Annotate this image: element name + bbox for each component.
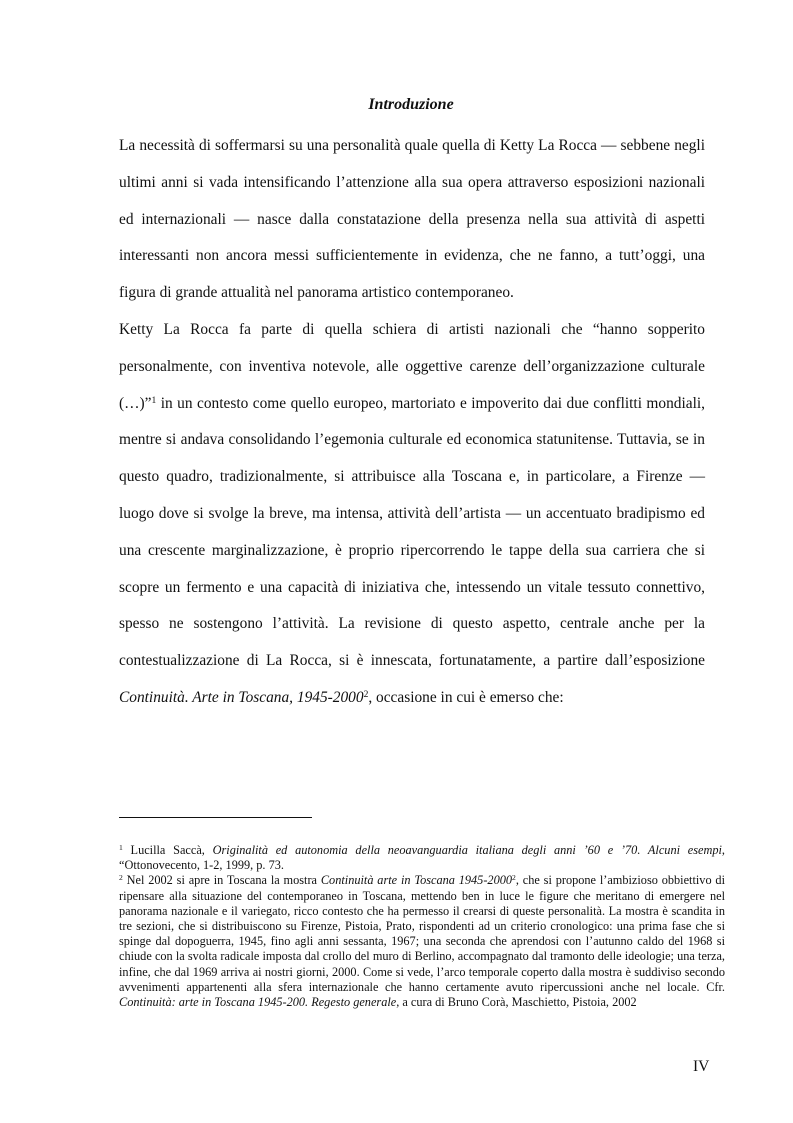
paragraph-context	[119, 312, 705, 717]
footnote-2-ref: 2	[512, 873, 516, 883]
main-text	[119, 128, 705, 717]
footnote-separator	[119, 817, 312, 818]
footnote-1-number: 1	[119, 842, 123, 852]
paragraph-context-part2: in un contesto come quello europeo, martoriato e impoverito dai due conflitti mondiali, mentre si andava consolidando l’egemonia culturale ed economica statunitense. Tuttavia, se in questo quadro, tradizionalmente, si attribuisce alla Toscana e, in particolare, a Firenze — luogo dove si svolge la breve, ma intensa, attività dell’artista — un accentuato bradipismo ed una crescente marginalizzazione, è proprio ripercorrendo le tappe della sua carriera che si scopre un fermento e una capacità di iniziativa che, intessendo un vitale tessuto connettivo, spesso ne sostengono l’attività. La revisione di questo aspetto, centrale anche per la contestualizzazione di La Rocca, si è innescata, fortunatamente, a partire dall’esposizione	[119, 394, 705, 670]
page-number: IV	[693, 1058, 710, 1075]
paragraph-context-part1: Ketty La Rocca fa parte di quella schiera di artisti nazionali che “hanno sopperito personalmente, con inventiva notevole, alle oggettive carenze dell’organizzazione culturale (…)”	[119, 320, 705, 412]
footnotes	[119, 843, 725, 1010]
footnote-1-title: Originalità ed autonomia della neoavanguardia italiana degli anni ’60 e ’70. Alcuni esempi	[212, 843, 722, 857]
footnote-2	[119, 873, 725, 1010]
footnote-1-rest: , “Ottonovecento, 1-2, 1999, p. 73.	[119, 843, 725, 873]
footnote-2-text3: , a cura di Bruno Corà, Maschietto, Pistoia, 2002	[396, 995, 637, 1010]
footnote-2-number: 2	[119, 873, 123, 883]
footnote-2-text2: , che si propone l’ambizioso obbiettivo di ripensare alla situazione del contemporaneo in Toscana, mettendo ben in luce le figure che meritano di emergere nel panorama nazionale e il variegato, ricco contesto che ha permesso il crearsi di queste personalità. La mostra è scandita in tre sezioni, che si distribuiscono su Firenze, Pistoia, Prato, rispondenti ad un criterio cronologico: una prima fase che si spinge dal dopoguerra, 1945, fino agli anni sessanta, 1967; una seconda che aprendosi con l’autunno caldo del 1968 si chiude con la svolta radicale imposta dal crollo del muro di Berlino, accompagnato dal tramonto delle ideologie; una terza, infine, che dal 1969 arriva ai nostri giorni, 2000. Come si vede, l’arco temporale coperto dalla mostra è suddiviso secondo avvenimenti appartenenti alla sfera internazionale che hanno certamente avuto ripercussioni anche nel locale. Cfr.	[119, 873, 725, 994]
footnote-ref-2: 2	[363, 688, 369, 700]
footnote-ref-1: 1	[151, 394, 157, 406]
paragraph-context-part3: , occasione in cui è emerso che:	[368, 688, 564, 706]
footnote-2-title1: Continuità arte in Toscana 1945-2000	[320, 873, 513, 888]
footnote-1	[119, 843, 725, 873]
exhibition-title: Continuità. Arte in Toscana, 1945-2000	[119, 688, 364, 706]
footnote-2-text1: Nel 2002 si apre in Toscana la mostra	[122, 873, 321, 888]
footnote-2-title2: Continuità: arte in Toscana 1945-200. Regesto generale	[119, 995, 397, 1010]
footnote-1-author: Lucilla Saccà,	[122, 843, 213, 857]
page-title: Introduzione	[368, 96, 454, 113]
paragraph-intro: La necessità di soffermarsi su una personalità quale quella di Ketty La Rocca — sebbene negli ultimi anni si vada intensificando l’attenzione alla sua opera attraverso esposizioni nazionali ed internazionali — nasce dalla constatazione della presenza nella sua attività di aspetti interessanti non ancora messi sufficientemente in evidenza, che ne fanno, a tutt’oggi, una figura di grande attualità nel panorama artistico contemporaneo.	[119, 137, 705, 302]
